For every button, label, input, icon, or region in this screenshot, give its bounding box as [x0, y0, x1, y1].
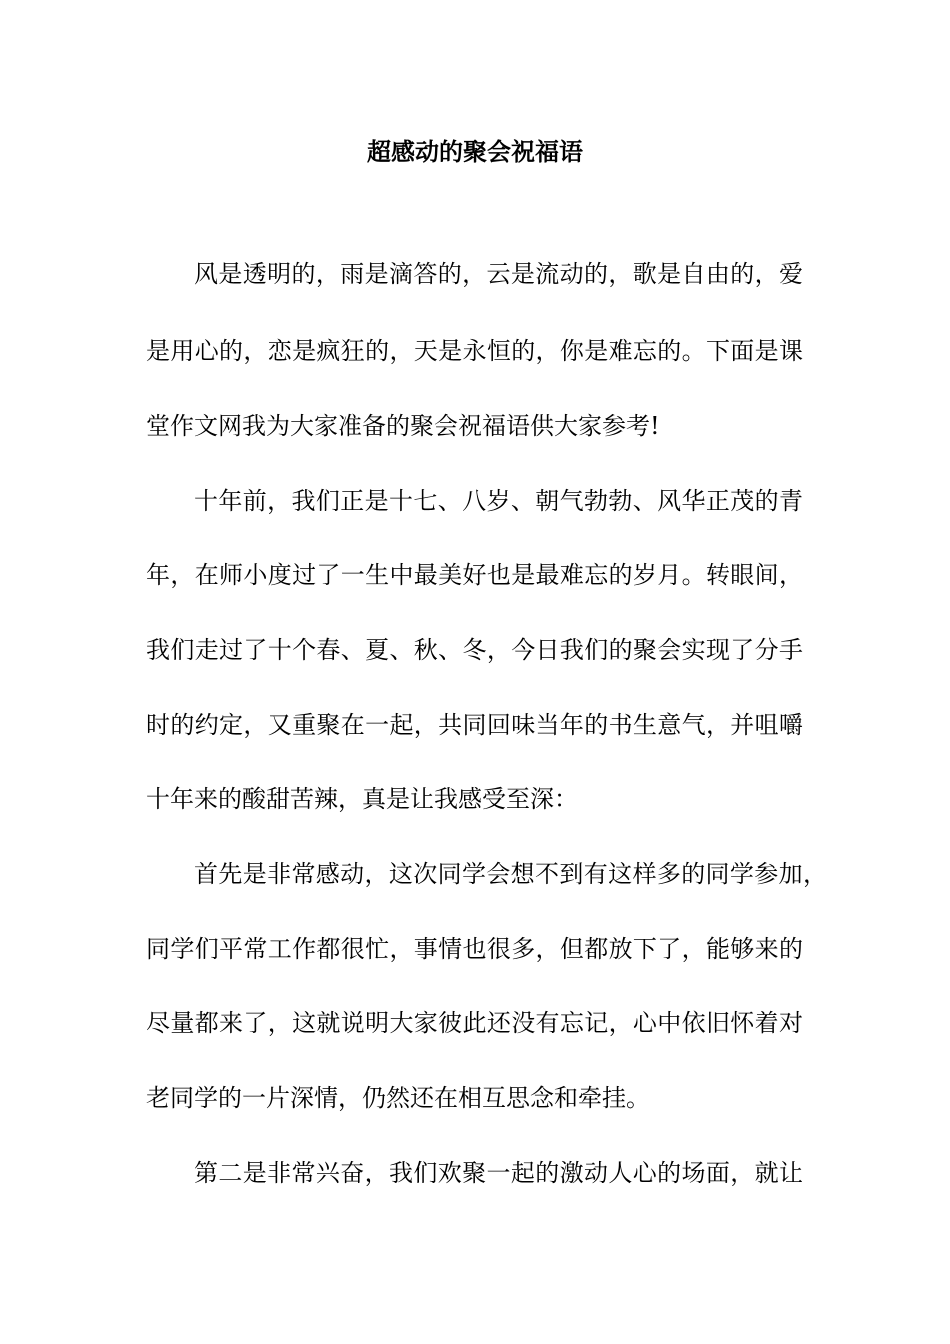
- paragraph-line: 同学们平常工作都很忙，事情也很多，但都放下了，能够来的: [146, 935, 803, 963]
- paragraph-line: 首先是非常感动，这次同学会想不到有这样多的同学参加，: [194, 860, 827, 888]
- paragraph-line: 年，在师小度过了一生中最美好也是最难忘的岁月。转眼间，: [146, 561, 803, 589]
- paragraph-line: 堂作文网我为大家准备的聚会祝福语供大家参考!: [146, 412, 660, 440]
- paragraph-line: 是用心的，恋是疯狂的，天是永恒的，你是难忘的。下面是课: [146, 337, 803, 365]
- paragraph-line: 我们走过了十个春、夏、秋、冬，今日我们的聚会实现了分手: [146, 636, 803, 664]
- paragraph-line: 风是透明的，雨是滴答的，云是流动的，歌是自由的，爱: [194, 260, 803, 288]
- document-title: 超感动的聚会祝福语: [367, 137, 583, 166]
- paragraph-line: 尽量都来了，这就说明大家彼此还没有忘记，心中依旧怀着对: [146, 1009, 803, 1037]
- paragraph-line: 十年来的酸甜苦辣，真是让我感受至深：: [146, 785, 578, 813]
- paragraph-line: 时的约定，又重聚在一起，共同回味当年的书生意气，并咀嚼: [146, 711, 803, 739]
- paragraph-line: 老同学的一片深情，仍然还在相互思念和牵挂。: [146, 1084, 650, 1112]
- paragraph-line: 第二是非常兴奋，我们欢聚一起的激动人心的场面，就让: [194, 1159, 803, 1187]
- paragraph-line: 十年前，我们正是十七、八岁、朝气勃勃、风华正茂的青: [194, 487, 803, 515]
